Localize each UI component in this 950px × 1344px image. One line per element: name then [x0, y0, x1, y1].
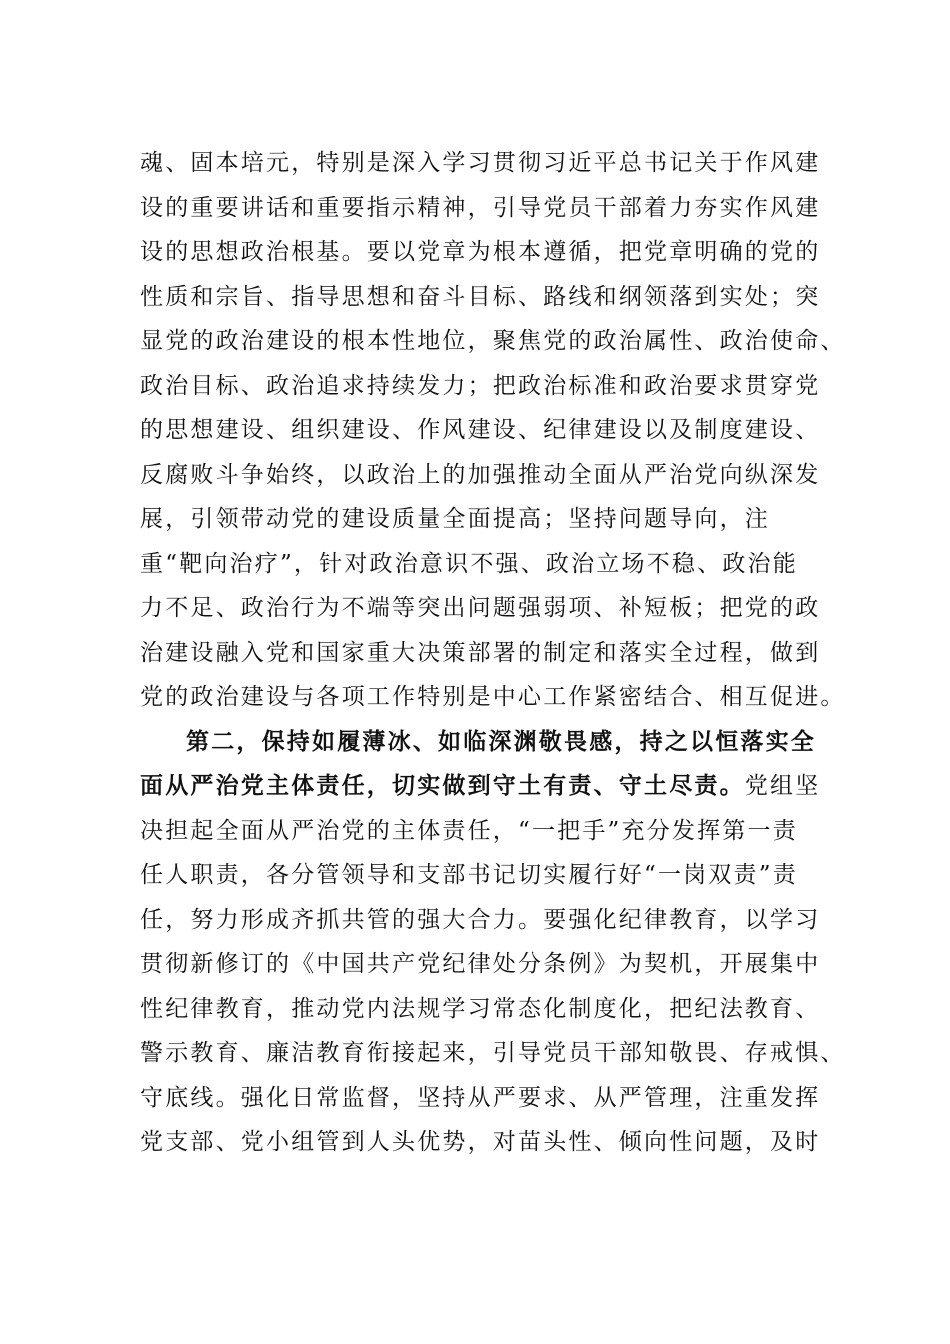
line-text: 反腐败斗争始终，以政治上的加强推动全面从严治党向纵深发	[140, 461, 821, 488]
text-line-20	[140, 987, 845, 1032]
body-text	[140, 141, 845, 1165]
line-text: 党支部、党小组管到人头优势，对苗头性、倾向性问题，及时	[140, 1129, 821, 1155]
section-heading-text: 面从严治党主体责任，切实做到守土有责、守土尽责。	[140, 772, 745, 799]
line-text: 魂、固本培元，特别是深入学习贯彻习近平总书记关于作风建	[140, 150, 821, 176]
line-text: 展，引领带动党的建设质量全面提高；坚持问题导向，注	[140, 506, 770, 532]
section-heading-text: 第二，保持如履薄冰、如临深渊敬畏感，持之以恒落实全	[186, 727, 816, 755]
text-line-17	[140, 853, 845, 898]
line-text: 决担起全面从严治党的主体责任，“一把手”充分发挥第一责	[140, 817, 798, 844]
line-text: 设的思想政治根基。要以党章为根本遵循，把党章明确的党的	[140, 239, 821, 265]
section-heading-line-1	[140, 720, 845, 765]
line-text: 贯彻新修订的《中国共产党纪律处分条例》为契机，开展集中	[140, 951, 821, 977]
text-line-2	[140, 186, 845, 231]
section-heading-line-2	[140, 764, 845, 809]
line-text: 任，努力形成齐抓共管的强大合力。要强化纪律教育，以学习	[140, 906, 821, 933]
text-line-22	[140, 1076, 845, 1121]
line-text: 显党的政治建设的根本性地位，聚焦党的政治属性、政治使命、	[140, 328, 846, 354]
line-text: 任人职责，各分管领导和支部书记切实履行好“一岗双责”责	[140, 862, 798, 888]
text-line-12	[140, 631, 845, 676]
line-text: 性纪律教育，推动党内法规学习常态化制度化，把纪法教育、	[140, 995, 821, 1022]
text-line-6	[140, 364, 845, 409]
line-text: 党组坚	[744, 773, 821, 799]
line-text: 性质和宗旨、指导思想和奋斗目标、路线和纲领落到实处；突	[140, 283, 821, 310]
line-text: 警示教育、廉洁教育衔接起来，引导党员干部知敬畏、存戒惧、	[140, 1040, 846, 1066]
text-line-1	[140, 141, 845, 186]
text-line-4	[140, 275, 845, 320]
text-line-3	[140, 230, 845, 275]
line-text: 力不足、政治行为不端等突出问题强弱项、补短板；把党的政	[140, 595, 821, 621]
line-text: 重“靶向治疗”，针对政治意识不强、政治立场不稳、政治能	[140, 550, 798, 577]
text-line-21	[140, 1031, 845, 1076]
line-text: 守底线。强化日常监督，坚持从严要求、从严管理，注重发挥	[140, 1084, 821, 1111]
text-line-5	[140, 319, 845, 364]
line-text: 党的政治建设与各项工作特别是中心工作紧密结合、相互促进。	[140, 684, 846, 710]
line-text: 设的重要讲话和重要指示精神，引导党员干部着力夯实作风建	[140, 194, 821, 221]
text-line-16	[140, 809, 845, 854]
line-text: 治建设融入党和国家重大决策部署的制定和落实全过程，做到	[140, 639, 821, 666]
text-line-7	[140, 408, 845, 453]
text-line-10	[140, 542, 845, 587]
text-line-13	[140, 675, 845, 720]
text-line-19	[140, 942, 845, 987]
text-line-8	[140, 453, 845, 498]
text-line-18	[140, 898, 845, 943]
text-line-9	[140, 497, 845, 542]
text-line-11	[140, 586, 845, 631]
line-text: 的思想建设、组织建设、作风建设、纪律建设以及制度建设、	[140, 417, 821, 443]
line-text: 政治目标、政治追求持续发力；把政治标准和政治要求贯穿党	[140, 372, 821, 399]
text-line-23	[140, 1120, 845, 1165]
